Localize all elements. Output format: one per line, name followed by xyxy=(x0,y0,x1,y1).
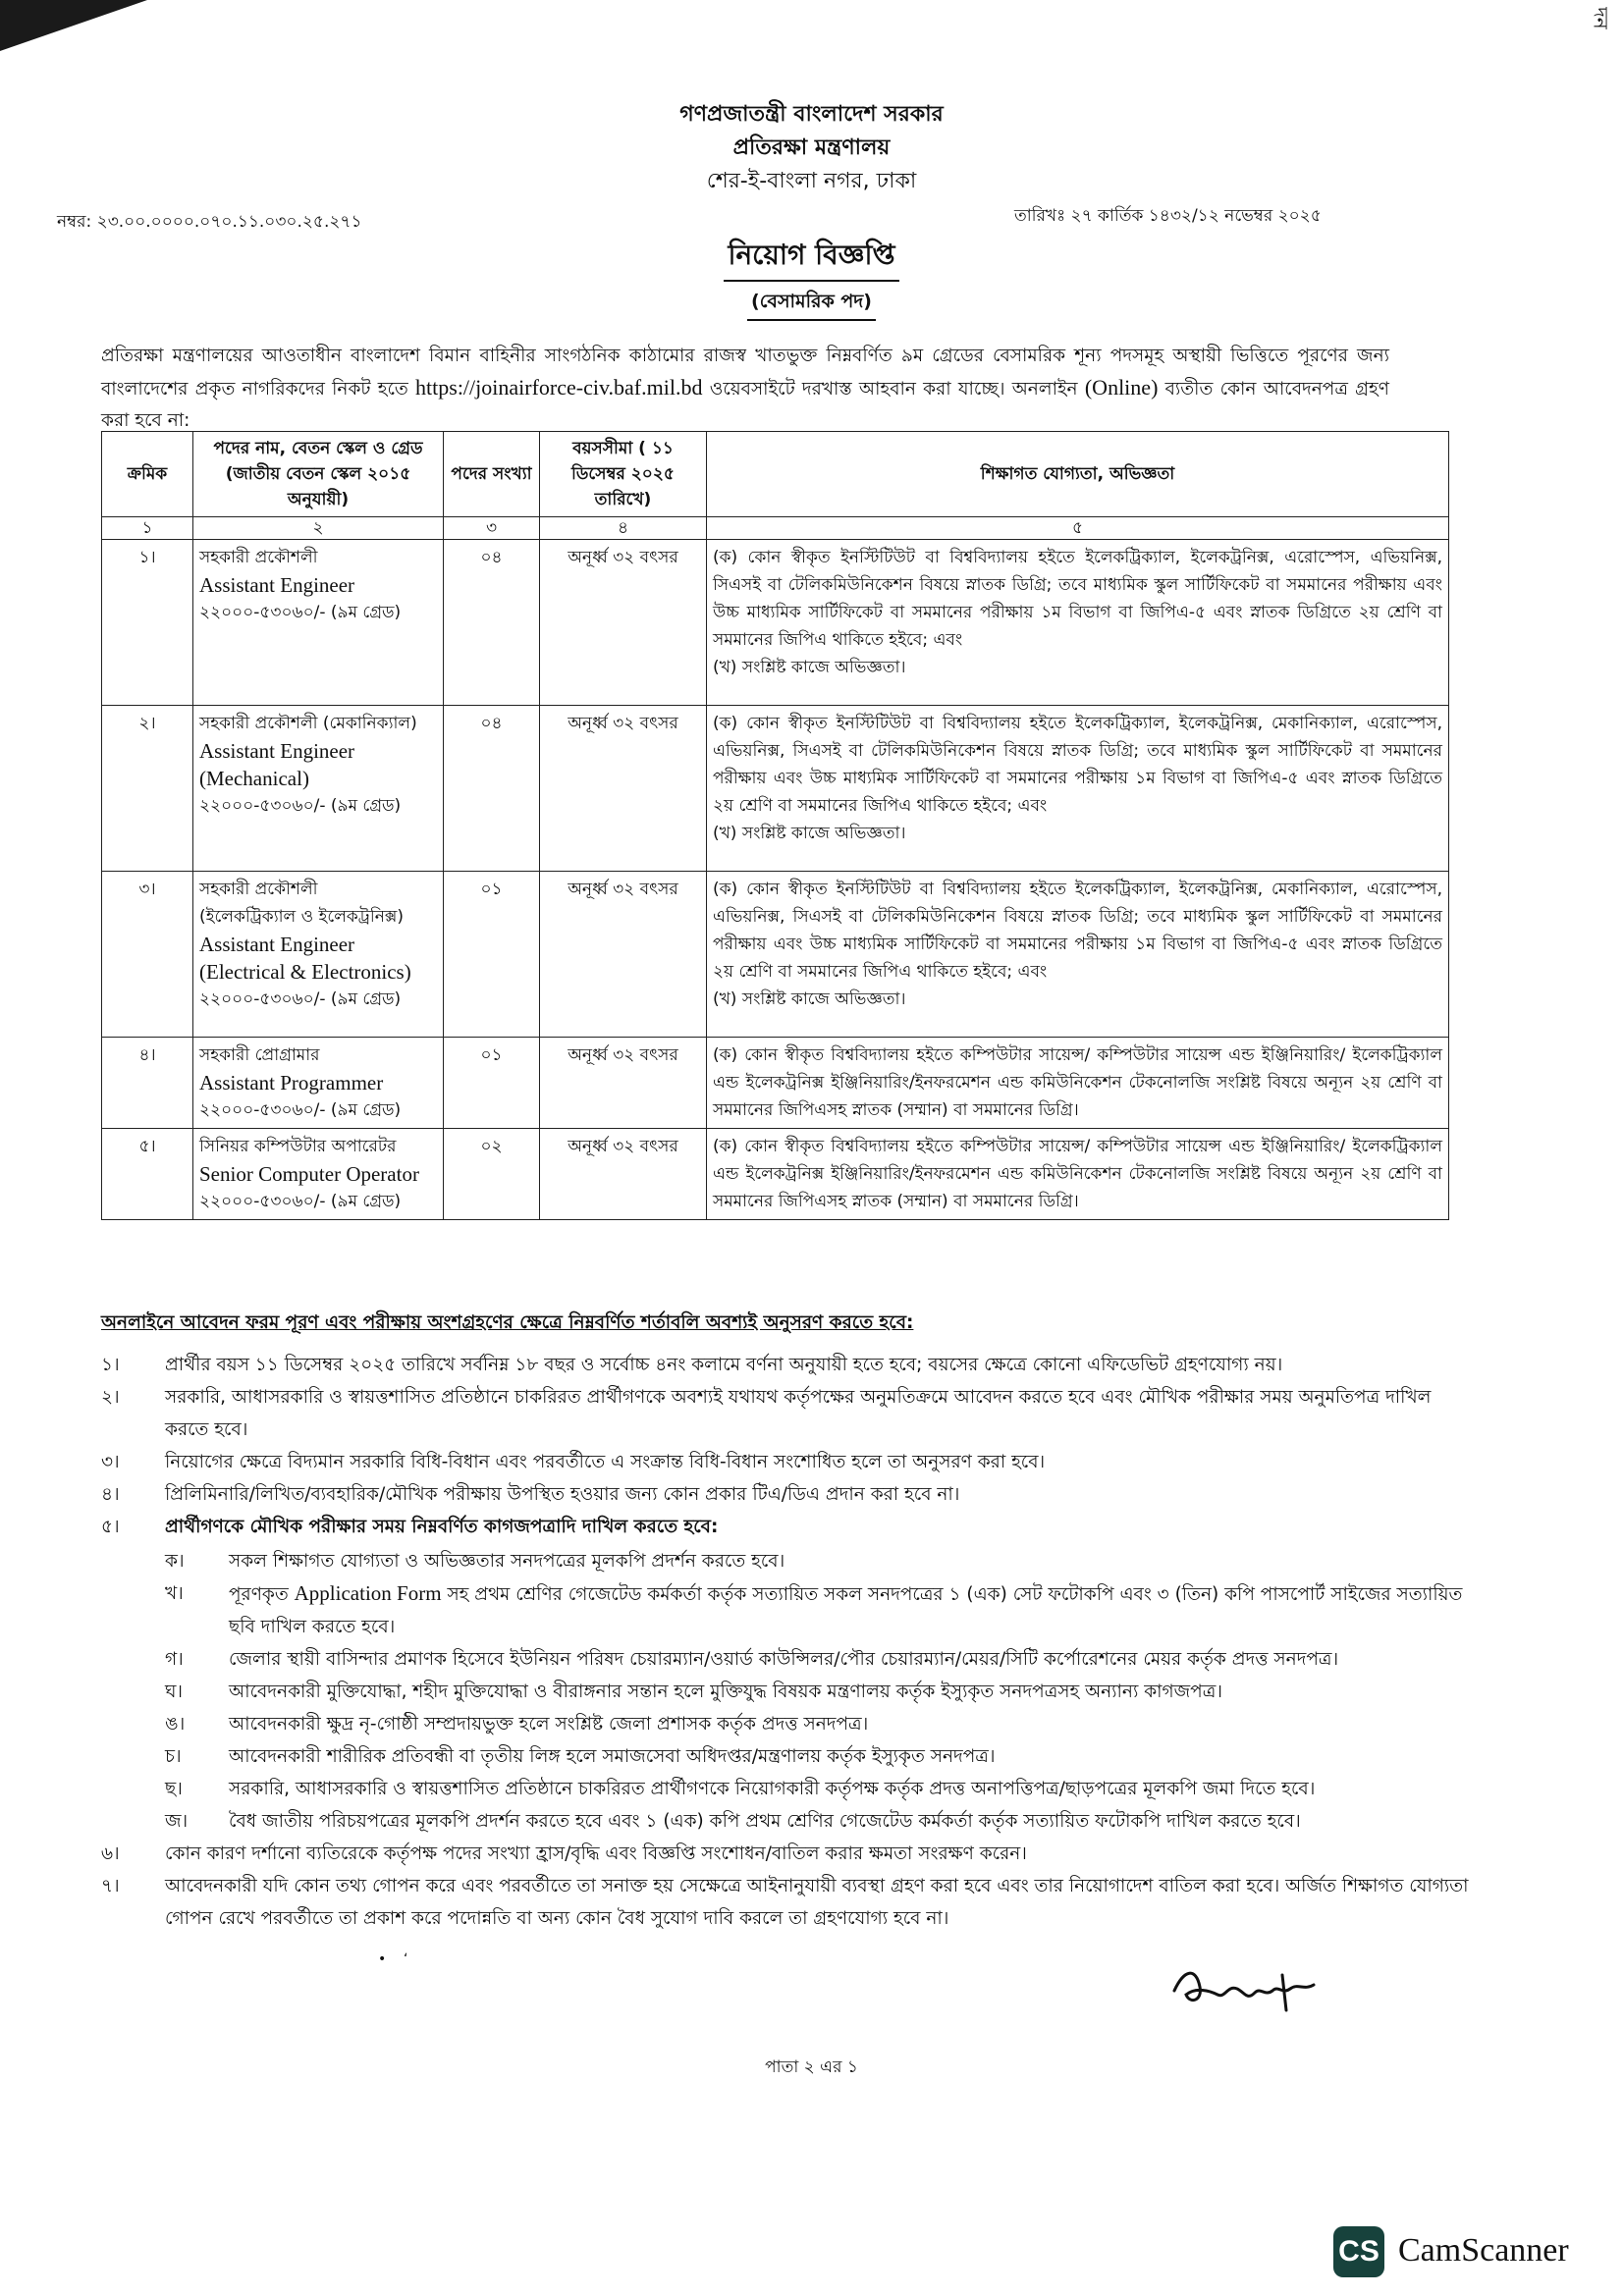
document-item xyxy=(165,1676,1471,1708)
camscanner-watermark: CamScanner xyxy=(1398,2232,1569,2269)
condition-item-documents xyxy=(101,1511,1471,1838)
row-post xyxy=(193,1038,444,1129)
post-name-en: Assistant Engineer xyxy=(199,573,355,597)
conditions-heading: অনলাইনে আবেদন ফরম পূরণ এবং পরীক্ষায় অংশগ্রহণের ক্ষেত্রে নিম্নবর্ণিত শর্তাবলি অবশ্যই অনুসরণ করতে হবে: xyxy=(101,1312,914,1333)
condition-number: ৪। xyxy=(101,1484,120,1505)
qualification-a: (ক) কোন স্বীকৃত ইনস্টিটিউট বা বিশ্ববিদ্যালয় হইতে ইলেকট্রিক্যাল, ইলেকট্রনিক্স, মেকানিক্যাল, এরোস্পেস, এভিয়নিক্স, সিএসই বা টেলিকমিউনিকেশন বিষয়ে স্নাতক ডিগ্রি; তবে মাধ্যমিক স্কুল সার্টিফিকেট বা সমমানের পরীক্ষায় এবং উচ্চ মাধ্যমিক সার্টিফিকেট বা সমমানের পরীক্ষায় ১ম বিভাগ বা জিপিএ-৫ এবং স্নাতক ডিগ্রিতে ২য় শ্রেণি বা সমমানের জিপিএ থাকিতে হইবে; এবং xyxy=(713,714,1442,816)
notice-subtitle: (বেসামরিক পদ) xyxy=(747,288,876,321)
document-item xyxy=(165,1773,1471,1805)
document-item xyxy=(165,1805,1471,1838)
qualification-a: (ক) কোন স্বীকৃত ইনস্টিটিউট বা বিশ্ববিদ্যালয় হইতে ইলেকট্রিক্যাল, ইলেকট্রনিক্স, এরোস্পেস, এভিয়নিক্স, সিএসই বা টেলিকমিউনিকেশন বিষয়ে স্নাতক ডিগ্রি; তবে মাধ্যমিক স্কুল সার্টিফিকেট বা সমমানের পরীক্ষায় এবং উচ্চ মাধ্যমিক সার্টিফিকেট বা সমমানের পরীক্ষায় ১ম বিভাগ বা জিপিএ-৫ এবং স্নাতক ডিগ্রিতে ২য় শ্রেণি বা সমমানের জিপিএ থাকিতে হইবে; এবং xyxy=(713,548,1442,650)
post-name-bn-sub: (ইলেকট্রিক্যাল ও ইলেকট্রনিক্স) xyxy=(199,907,404,927)
condition-item xyxy=(101,1838,1471,1870)
condition-number: ৩। xyxy=(101,1452,120,1472)
condition-item xyxy=(101,1381,1471,1446)
condition-item xyxy=(101,1446,1471,1478)
application-url[interactable]: https://joinairforce-civ.baf.mil.bd xyxy=(415,375,703,400)
row-age: অনূর্ধ্ব ৩২ বৎসর xyxy=(540,1038,707,1129)
table-row xyxy=(102,1129,1449,1220)
qualification-b: (খ) সংশ্লিষ্ট কাজে অভিজ্ঞতা। xyxy=(713,824,906,843)
qualification-b: (খ) সংশ্লিষ্ট কাজে অভিজ্ঞতা। xyxy=(713,658,906,677)
row-qualification xyxy=(707,1129,1449,1220)
ministry-address: শের-ই-বাংলা নগর, ঢাকা xyxy=(706,169,917,193)
notice-date: তারিখঃ ২৭ কার্তিক ১৪৩২/১২ নভেম্বর ২০২৫ xyxy=(1014,206,1322,226)
document-text: জেলার স্থায়ী বাসিন্দার প্রমাণক হিসেবে ইউনিয়ন পরিষদ চেয়ারম্যান/ওয়ার্ড কাউন্সিলর/পৌর চেয়ারম্যান/মেয়র/সিটি কর্পোরেশনের মেয়র কর্তৃক প্রদত্ত সনদপত্র। xyxy=(229,1649,1339,1670)
signature-mark xyxy=(1166,1961,1328,2015)
table-row xyxy=(102,872,1449,1038)
intro-text-1: প্রতিরক্ষা মন্ত্রণালয়ের আওতাধীন বাংলাদেশ বিমান বাহিনীর সাংগঠনিক কাঠামোর রাজস্ব খাতভুক্ত নিম্নবর্ণিত ৯ম গ্রেডের বেসামরিক শূন্য পদসমূহ অস্থায়ী ভিত্তিতে পূরণের জন্য বাংলাদেশের প্রকৃত নাগরিকদের নিকট হতে xyxy=(101,346,1389,400)
condition-text: আবেদনকারী যদি কোন তথ্য গোপন করে এবং পরবর্তীতে তা সনাক্ত হয় সেক্ষেত্রে আইনানুযায়ী ব্যবস্থা গ্রহণ করা হবে এবং তার নিয়োগাদেশ বাতিল করা হবে। অর্জিত শিক্ষাগত যোগ্যতা গোপন রেখে পরবর্তীতে তা প্রকাশ করে পদোন্নতি বা অন্য কোন বৈধ সুযোগ দাবি করলে তা গ্রহণযোগ্য হবে না। xyxy=(165,1876,1469,1929)
document-text-a: পূরণকৃত xyxy=(229,1584,289,1605)
conditions-section xyxy=(101,1308,1471,1935)
ministry-name: প্রতিরক্ষা মন্ত্রণালয় xyxy=(732,135,891,160)
post-name-bn: সহকারী প্রকৌশলী (মেকানিক্যাল) xyxy=(199,714,417,733)
row-serial: ২। xyxy=(102,706,193,872)
document-number: খ। xyxy=(165,1583,184,1604)
condition-number: ২। xyxy=(101,1387,120,1408)
condition-number: ১। xyxy=(101,1355,120,1375)
column-number-row xyxy=(102,517,1449,540)
post-name-en-sub: (Mechanical) xyxy=(199,767,309,790)
intro-text-2: ওয়েবসাইটে দরখাস্ত আহবান করা যাচ্ছে। অনলাইন xyxy=(709,379,1078,400)
document-item xyxy=(165,1577,1471,1643)
condition-item xyxy=(101,1349,1471,1381)
document-text: সরকারি, আধাসরকারি ও স্বায়ত্তশাসিত প্রতিষ্ঠানে চাকরিরত প্রার্থীগণকে নিয়োগকারী কর্তৃপক্ষ কর্তৃক প্রদত্ত অনাপত্তিপত্র/ছাড়পত্রের মূলকপি জমা দিতে হবে। xyxy=(229,1779,1316,1799)
post-pay-scale: ২২০০০-৫৩০৬০/- (৯ম গ্রেড) xyxy=(199,603,402,622)
condition-number: ৭। xyxy=(101,1876,120,1896)
row-age: অনূর্ধ্ব ৩২ বৎসর xyxy=(540,872,707,1038)
post-pay-scale: ২২০০০-৫৩০৬০/- (৯ম গ্রেড) xyxy=(199,1100,402,1120)
table-row xyxy=(102,706,1449,872)
documents-list xyxy=(165,1545,1471,1838)
document-item xyxy=(165,1740,1471,1773)
post-name-en: Assistant Engineer xyxy=(199,933,355,956)
corner-handwritten-mark: দন xyxy=(1589,7,1613,29)
condition-text: সরকারি, আধাসরকারি ও স্বায়ত্তশাসিত প্রতিষ্ঠানে চাকরিরত প্রার্থীগণকে অবশ্যই যথাযথ কর্তৃপক্ষের অনুমতিক্রমে আবেদন করতে হবে এবং মৌখিক পরীক্ষার সময় অনুমতিপত্র দাখিল করতে হবে। xyxy=(165,1387,1432,1440)
notice-title: নিয়োগ বিজ্ঞপ্তি xyxy=(724,234,898,282)
col-number: ৩ xyxy=(444,517,540,540)
row-serial: ৫। xyxy=(102,1129,193,1220)
document-text: বৈধ জাতীয় পরিচয়পত্রের মূলকপি প্রদর্শন করতে হবে এবং ১ (এক) কপি প্রথম শ্রেণির গেজেটেড কর্মকর্তা কর্তৃক সত্যায়িত ফটোকপি দাখিল করতে হবে। xyxy=(229,1811,1301,1832)
row-serial: ৪। xyxy=(102,1038,193,1129)
post-name-bn: সহকারী প্রোগ্রামার xyxy=(199,1045,320,1065)
intro-paragraph xyxy=(101,341,1389,437)
posts-table xyxy=(101,431,1449,1220)
document-number: ঘ। xyxy=(165,1682,184,1702)
row-qualification xyxy=(707,1038,1449,1129)
col-number: ৪ xyxy=(540,517,707,540)
row-qualification xyxy=(707,872,1449,1038)
col-number: ২ xyxy=(193,517,444,540)
post-name-en-sub: (Electrical & Electronics) xyxy=(199,960,411,984)
row-serial: ৩। xyxy=(102,872,193,1038)
stray-marks: • ʻ xyxy=(378,1951,408,1967)
table-header-row xyxy=(102,432,1449,517)
header-qualification: শিক্ষাগত যোগ্যতা, অভিজ্ঞতা xyxy=(707,432,1449,517)
post-name-bn: সহকারী প্রকৌশলী xyxy=(199,880,318,899)
condition-text: প্রার্থীর বয়স ১১ ডিসেম্বর ২০২৫ তারিখে সর্বনিম্ন ১৮ বছর ও সর্বোচ্চ ৪নং কলামে বর্ণনা অনুযায়ী হতে হবে; বয়সের ক্ষেত্রে কোনো এফিডেভিট গ্রহণযোগ্য নয়। xyxy=(165,1355,1283,1375)
document-number: গ। xyxy=(165,1649,184,1670)
col-number: ১ xyxy=(102,517,193,540)
row-post xyxy=(193,872,444,1038)
row-age: অনূর্ধ্ব ৩২ বৎসর xyxy=(540,706,707,872)
row-post xyxy=(193,540,444,706)
table-row xyxy=(102,540,1449,706)
qualification-a: (ক) কোন স্বীকৃত বিশ্ববিদ্যালয় হইতে কম্পিউটার সায়েন্স/ কম্পিউটার সায়েন্স এন্ড ইঞ্জিনিয়ারিং/ ইলেকট্রিক্যাল এন্ড ইলেকট্রনিক্স ইঞ্জিনিয়ারিং/ইনফরমেশন এন্ড কমিউনিকেশন টেকনোলজি সংশ্লিষ্ট বিষয়ে অন্যূন ২য় শ্রেণি বা সমমানের জিপিএসহ স্নাতক (সম্মান) বা সমমানের ডিগ্রি। xyxy=(713,1137,1442,1211)
document-item xyxy=(165,1708,1471,1740)
row-count: ০৪ xyxy=(444,706,540,872)
page-number: পাতা ২ এর ১ xyxy=(765,2057,858,2077)
qualification-b: (খ) সংশ্লিষ্ট কাজে অভিজ্ঞতা। xyxy=(713,989,906,1009)
row-count: ০৪ xyxy=(444,540,540,706)
row-post xyxy=(193,1129,444,1220)
row-post xyxy=(193,706,444,872)
row-qualification xyxy=(707,706,1449,872)
intro-text-3: ব্যতীত কোন আবেদনপত্র গ্রহণ করা হবে না: xyxy=(101,379,1389,431)
document-number: জ। xyxy=(165,1811,189,1832)
qualification-a: (ক) কোন স্বীকৃত বিশ্ববিদ্যালয় হইতে কম্পিউটার সায়েন্স/ কম্পিউটার সায়েন্স এন্ড ইঞ্জিনিয়ারিং/ ইলেকট্রিক্যাল এন্ড ইলেকট্রনিক্স ইঞ্জিনিয়ারিং/ইনফরমেশন এন্ড কমিউনিকেশন টেকনোলজি সংশ্লিষ্ট বিষয়ে অন্যূন ২য় শ্রেণি বা সমমানের জিপিএসহ স্নাতক (সম্মান) বা সমমানের ডিগ্রি। xyxy=(713,1045,1442,1120)
row-age: অনূর্ধ্ব ৩২ বৎসর xyxy=(540,1129,707,1220)
document-number: ঙ। xyxy=(165,1714,186,1735)
document-number: চ। xyxy=(165,1746,182,1767)
condition-item xyxy=(101,1478,1471,1511)
condition-number: ৬। xyxy=(101,1843,120,1864)
post-name-en: Senior Computer Operator xyxy=(199,1162,419,1186)
document-number: ক। xyxy=(165,1551,185,1572)
post-name-en: Assistant Programmer xyxy=(199,1071,384,1095)
document-number: ছ। xyxy=(165,1779,183,1799)
condition-text: প্রার্থীগণকে মৌখিক পরীক্ষার সময় নিম্নবর্ণিত কাগজপত্রাদি দাখিল করতে হবে: xyxy=(165,1517,719,1537)
document-text: সকল শিক্ষাগত যোগ্যতা ও অভিজ্ঞতার সনদপত্রের মূলকপি প্রদর্শন করতে হবে। xyxy=(229,1551,785,1572)
header-serial: ক্রমিক xyxy=(102,432,193,517)
document-item xyxy=(165,1545,1471,1577)
col-number: ৫ xyxy=(707,517,1449,540)
header-age: বয়সসীমা ( ১১ ডিসেম্বর ২০২৫ তারিখে) xyxy=(540,432,707,517)
post-name-bn: সিনিয়র কম্পিউটার অপারেটর xyxy=(199,1137,397,1156)
row-qualification xyxy=(707,540,1449,706)
row-count: ০২ xyxy=(444,1129,540,1220)
camscanner-logo: CS xyxy=(1333,2226,1384,2277)
table-row xyxy=(102,1038,1449,1129)
row-serial: ১। xyxy=(102,540,193,706)
condition-number: ৫। xyxy=(101,1517,120,1537)
online-word: (Online) xyxy=(1084,375,1159,400)
post-name-bn: সহকারী প্রকৌশলী xyxy=(199,548,318,567)
post-pay-scale: ২২০০০-৫৩০৬০/- (৯ম গ্রেড) xyxy=(199,1192,402,1211)
qualification-a: (ক) কোন স্বীকৃত ইনস্টিটিউট বা বিশ্ববিদ্যালয় হইতে ইলেকট্রিক্যাল, ইলেকট্রনিক্স, মেকানিক্যাল, এরোস্পেস, এভিয়নিক্স, সিএসই বা টেলিকমিউনিকেশন বিষয়ে স্নাতক ডিগ্রি; তবে মাধ্যমিক স্কুল সার্টিফিকেট বা সমমানের পরীক্ষায় এবং উচ্চ মাধ্যমিক সার্টিফিকেট বা সমমানের পরীক্ষায় ১ম বিভাগ বা জিপিএ-৫ এবং স্নাতক ডিগ্রিতে ২য় শ্রেণি বা সমমানের জিপিএ থাকিতে হইবে; এবং xyxy=(713,880,1442,982)
document-text-b: সহ প্রথম শ্রেণির গেজেটেড কর্মকর্তা কর্তৃক সত্যায়িত সকল সনদপত্রের ১ (এক) সেট ফটোকপি এবং ৩ (তিন) কপি পাসপোর্ট সাইজের সত্যায়িত ছবি দাখিল করতে হবে। xyxy=(229,1584,1463,1637)
header-post: পদের নাম, বেতন স্কেল ও গ্রেড (জাতীয় বেতন স্কেল ২০১৫ অনুযায়ী) xyxy=(193,432,444,517)
condition-text: নিয়োগের ক্ষেত্রে বিদ্যমান সরকারি বিধি-বিধান এবং পরবর্তীতে এ সংক্রান্ত বিধি-বিধান সংশোধিত হলে তা অনুসরণ করা হবে। xyxy=(165,1452,1046,1472)
scan-shadow-corner xyxy=(0,0,147,51)
government-name: গণপ্রজাতন্ত্রী বাংলাদেশ সরকার xyxy=(679,102,944,127)
condition-text: প্রিলিমিনারি/লিখিত/ব্যবহারিক/মৌখিক পরীক্ষায় উপস্থিত হওয়ার জন্য কোন প্রকার টিএ/ডিএ প্রদান করা হবে না। xyxy=(165,1484,960,1505)
memo-number: নম্বর: ২৩.০০.০০০০.০৭০.১১.০৩০.২৫.২৭১ xyxy=(57,212,362,232)
post-name-en: Assistant Engineer xyxy=(199,739,355,763)
condition-text: কোন কারণ দর্শানো ব্যতিরেকে কর্তৃপক্ষ পদের সংখ্যা হ্রাস/বৃদ্ধি এবং বিজ্ঞপ্তি সংশোধন/বাতিল করার ক্ষমতা সংরক্ষণ করেন। xyxy=(165,1843,1027,1864)
row-age: অনূর্ধ্ব ৩২ বৎসর xyxy=(540,540,707,706)
document-text: আবেদনকারী শারীরিক প্রতিবন্ধী বা তৃতীয় লিঙ্গ হলে সমাজসেবা অধিদপ্তর/মন্ত্রণালয় কর্তৃক ইস্যুকৃত সনদপত্র। xyxy=(229,1746,996,1767)
notice-title-block xyxy=(0,234,1623,321)
document-text: আবেদনকারী ক্ষুদ্র নৃ-গোষ্ঠী সম্প্রদায়ভুক্ত হলে সংশ্লিষ্ট জেলা প্রশাসক কর্তৃক প্রদত্ত সনদপত্র। xyxy=(229,1714,869,1735)
row-count: ০১ xyxy=(444,872,540,1038)
header-count: পদের সংখ্যা xyxy=(444,432,540,517)
document-text: আবেদনকারী মুক্তিযোদ্ধা, শহীদ মুক্তিযোদ্ধা ও বীরাঙ্গনার সন্তান হলে মুক্তিযুদ্ধ বিষয়ক মন্ত্রণালয় কর্তৃক ইস্যুকৃত সনদপত্রসহ অন্যান্য কাগজপত্র। xyxy=(229,1682,1222,1702)
post-pay-scale: ২২০০০-৫৩০৬০/- (৯ম গ্রেড) xyxy=(199,796,402,816)
document-item xyxy=(165,1643,1471,1676)
row-count: ০১ xyxy=(444,1038,540,1129)
condition-item xyxy=(101,1870,1471,1935)
application-form-text: Application Form xyxy=(294,1581,442,1605)
post-pay-scale: ২২০০০-৫৩০৬০/- (৯ম গ্রেড) xyxy=(199,989,402,1009)
letterhead xyxy=(0,98,1623,198)
